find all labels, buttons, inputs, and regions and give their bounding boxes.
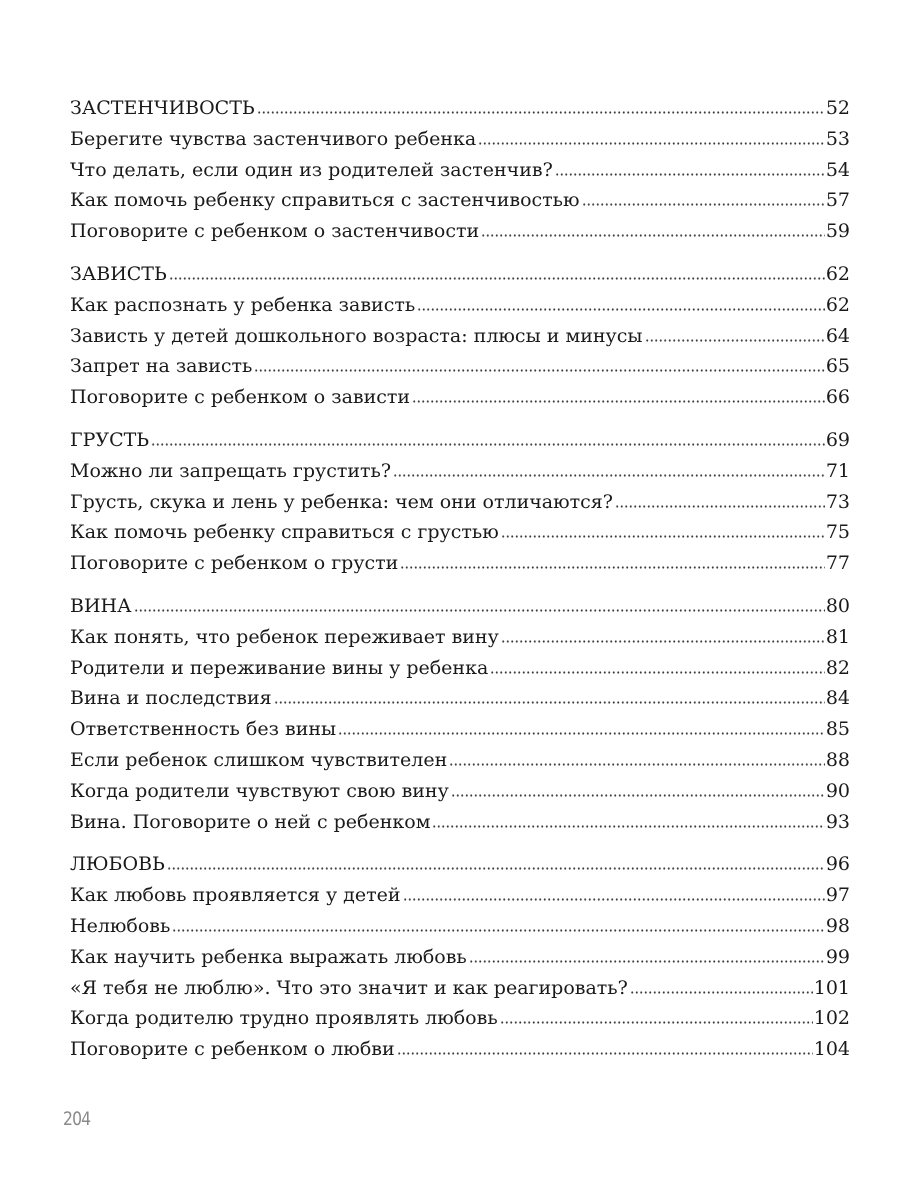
dot-leader	[400, 566, 824, 569]
dot-leader	[412, 400, 825, 403]
toc-section	[70, 259, 850, 413]
toc-entry-title: Как помочь ребенку справиться с грустью	[70, 521, 499, 544]
toc-entry-title: Как понять, что ребенок переживает вину	[70, 625, 499, 648]
page-number: 204	[63, 1108, 91, 1130]
dot-leader	[630, 991, 813, 994]
toc-entry-title: Когда родители чувствуют свою вину	[70, 779, 449, 802]
toc-page-number: 71	[825, 459, 850, 482]
toc-page-number: 90	[825, 779, 850, 802]
dot-leader	[432, 825, 824, 828]
toc-chapter-row	[70, 259, 850, 290]
toc-page-number: 62	[825, 293, 850, 316]
toc-entry-title: Поговорите с ребенком о застенчивости	[70, 220, 480, 243]
toc-page-number: 65	[825, 355, 850, 378]
dot-leader	[169, 277, 825, 280]
table-of-contents	[70, 93, 850, 1077]
toc-entry-row	[70, 942, 850, 973]
toc-section	[70, 93, 850, 247]
dot-leader	[555, 173, 825, 176]
toc-entry-row	[70, 487, 850, 518]
dot-leader	[134, 609, 825, 612]
dot-leader	[501, 535, 825, 538]
toc-entry-title: Нелюбовь	[70, 914, 171, 937]
toc-page-number: 93	[825, 810, 850, 833]
toc-entry-row	[70, 653, 850, 684]
toc-page-number: 69	[825, 428, 850, 451]
toc-section	[70, 849, 850, 1065]
toc-entry-row	[70, 776, 850, 807]
toc-page-number: 73	[825, 490, 850, 513]
toc-page-number: 101	[813, 976, 850, 999]
dot-leader	[393, 474, 825, 477]
dot-leader	[397, 1052, 813, 1055]
toc-page-number: 80	[825, 594, 850, 617]
dot-leader	[481, 234, 825, 237]
toc-page-number: 54	[825, 158, 850, 181]
dot-leader	[403, 898, 825, 901]
toc-entry-row	[70, 216, 850, 247]
toc-entry-row	[70, 382, 850, 413]
dot-leader	[417, 308, 825, 311]
toc-chapter-title: ГРУСТЬ	[70, 428, 150, 451]
toc-entry-title: Вина. Поговорите о ней с ребенком	[70, 810, 431, 833]
toc-page-number: 81	[825, 625, 850, 648]
toc-entry-row	[70, 807, 850, 838]
toc-chapter-title: ЛЮБОВЬ	[70, 853, 165, 876]
dot-leader	[451, 794, 825, 797]
dot-leader	[645, 339, 825, 342]
toc-page-number: 59	[825, 220, 850, 243]
toc-page-number: 62	[825, 262, 850, 285]
toc-chapter-title: ВИНА	[70, 594, 132, 617]
dot-leader	[582, 203, 825, 206]
toc-entry-title: Грусть, скука и лень у ребенка: чем они отличаются?	[70, 490, 613, 513]
toc-entry-row	[70, 745, 850, 776]
dot-leader	[615, 505, 825, 508]
toc-entry-title: «Я тебя не люблю». Что это значит и как реагировать?	[70, 976, 628, 999]
toc-entry-row	[70, 683, 850, 714]
dot-leader	[274, 701, 825, 704]
toc-entry-title: Как любовь проявляется у детей	[70, 884, 401, 907]
toc-entry-row	[70, 1034, 850, 1065]
toc-page-number: 102	[813, 1007, 850, 1030]
toc-entry-row	[70, 124, 850, 155]
dot-leader	[167, 867, 825, 870]
toc-entry-row	[70, 622, 850, 653]
toc-entry-row	[70, 185, 850, 216]
toc-entry-title: Поговорите с ребенком о зависти	[70, 386, 411, 409]
toc-chapter-row	[70, 591, 850, 622]
dot-leader	[469, 960, 825, 963]
toc-page-number: 52	[825, 97, 850, 119]
toc-entry-row	[70, 290, 850, 321]
dot-leader	[500, 1021, 813, 1024]
toc-page-number: 104	[813, 1038, 850, 1061]
toc-entry-title: Можно ли запрещать грустить?	[70, 459, 392, 482]
toc-entry-title: Когда родителю трудно проявлять любовь	[70, 1007, 498, 1030]
dot-leader	[257, 111, 825, 114]
toc-entry-title: Как научить ребенка выражать любовь	[70, 945, 467, 968]
toc-entry-row	[70, 321, 850, 352]
toc-chapter-row	[70, 849, 850, 880]
toc-entry-row	[70, 155, 850, 186]
toc-chapter-title: ЗАСТЕНЧИВОСТЬ	[70, 97, 255, 119]
toc-entry-row	[70, 1003, 850, 1034]
toc-chapter-title: ЗАВИСТЬ	[70, 262, 167, 285]
toc-page-number: 75	[825, 521, 850, 544]
toc-entry-title: Запрет на зависть	[70, 355, 253, 378]
toc-entry-title: Поговорите с ребенком о любви	[70, 1038, 395, 1061]
toc-section	[70, 425, 850, 579]
toc-page-number: 64	[825, 324, 850, 347]
dot-leader	[490, 671, 825, 674]
toc-entry-title: Берегите чувства застенчивого ребенка	[70, 127, 477, 150]
toc-page-number: 99	[825, 945, 850, 968]
toc-entry-row	[70, 880, 850, 911]
toc-page-number: 82	[825, 656, 850, 679]
toc-entry-title: Зависть у детей дошкольного возраста: плюсы и минусы	[70, 324, 643, 347]
toc-entry-row	[70, 714, 850, 745]
toc-page-number: 66	[825, 386, 850, 409]
toc-page-number: 85	[825, 718, 850, 741]
dot-leader	[449, 763, 825, 766]
toc-page-number: 53	[825, 127, 850, 150]
toc-entry-row	[70, 456, 850, 487]
toc-entry-row	[70, 517, 850, 548]
dot-leader	[151, 443, 825, 446]
dot-leader	[172, 929, 824, 932]
toc-entry-title: Если ребенок слишком чувствителен	[70, 748, 448, 771]
toc-entry-title: Родители и переживание вины у ребенка	[70, 656, 489, 679]
toc-page-number: 57	[825, 189, 850, 212]
dot-leader	[254, 369, 824, 372]
toc-entry-title: Что делать, если один из родителей застенчив?	[70, 158, 553, 181]
toc-page-number: 88	[825, 748, 850, 771]
toc-page-number: 77	[825, 552, 850, 575]
toc-entry-title: Как помочь ребенку справиться с застенчивостью	[70, 189, 580, 212]
dot-leader	[338, 732, 825, 735]
toc-entry-row	[70, 911, 850, 942]
toc-page-number: 96	[825, 853, 850, 876]
toc-entry-row	[70, 548, 850, 579]
toc-entry-title: Поговорите с ребенком о грусти	[70, 552, 399, 575]
toc-entry-row	[70, 973, 850, 1004]
dot-leader	[478, 142, 825, 145]
toc-entry-title: Как распознать у ребенка зависть	[70, 293, 416, 316]
toc-section	[70, 591, 850, 837]
toc-entry-title: Ответственность без вины	[70, 718, 337, 741]
toc-chapter-row	[70, 425, 850, 456]
toc-page-number: 98	[825, 914, 850, 937]
toc-chapter-row	[70, 93, 850, 124]
dot-leader	[501, 640, 825, 643]
toc-entry-title: Вина и последствия	[70, 687, 272, 710]
toc-page-number: 97	[825, 884, 850, 907]
toc-page-number: 84	[825, 687, 850, 710]
toc-entry-row	[70, 351, 850, 382]
